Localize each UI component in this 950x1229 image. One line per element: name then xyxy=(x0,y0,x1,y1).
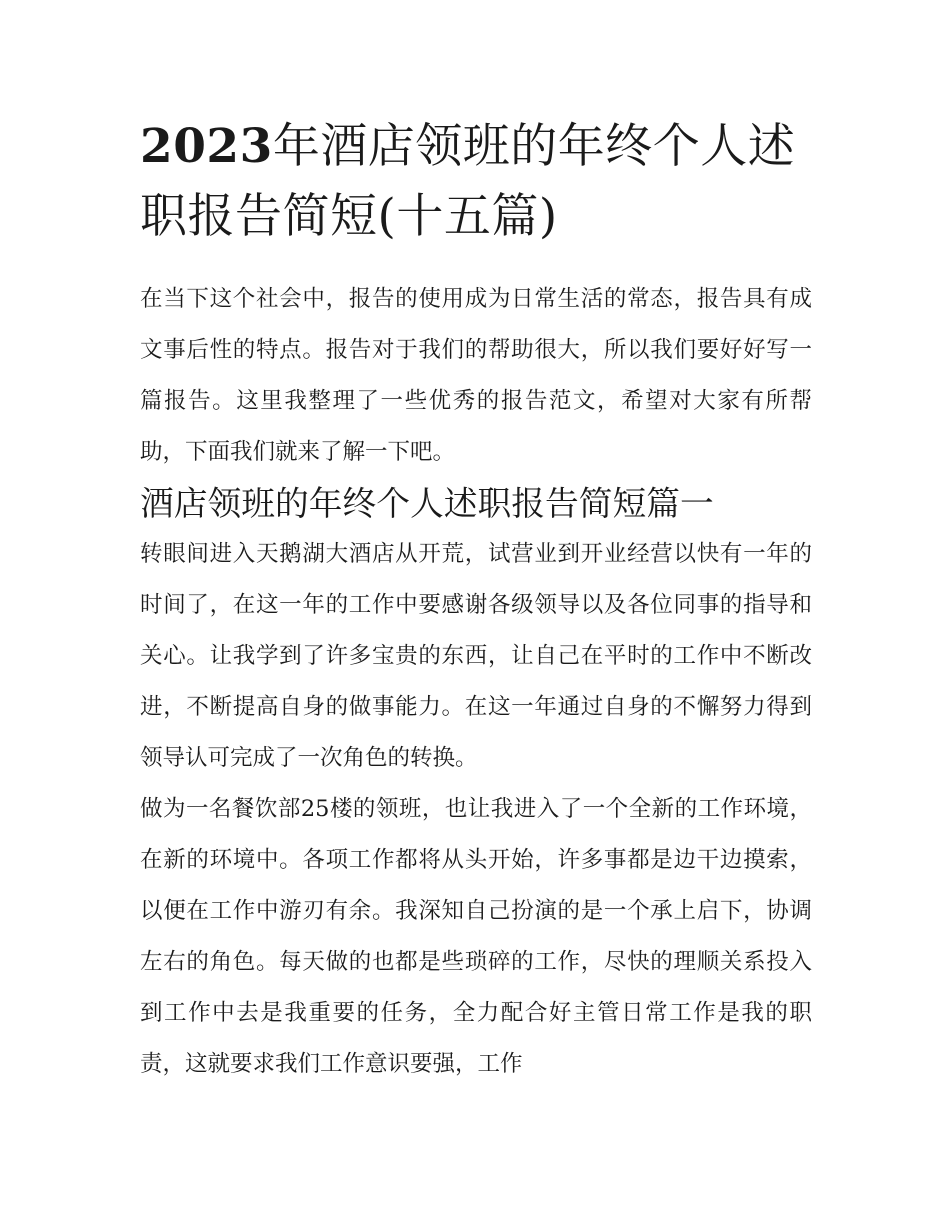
intro-paragraph: 在当下这个社会中，报告的使用成为日常生活的常态，报告具有成文事后性的特点。报告对于我们的帮助很大，所以我们要好好写一篇报告。这里我整理了一些优秀的报告范文，希望对大家有所帮助，下面我们就来了解一下吧。 xyxy=(140,286,812,465)
section-heading: 酒店领班的年终个人述职报告简短篇一 xyxy=(140,484,714,523)
body-paragraph-1: 转眼间进入天鹅湖大酒店从开荒，试营业到开业经营以快有一年的时间了，在这一年的工作中要感谢各级领导以及各位同事的指导和关心。让我学到了许多宝贵的东西，让自己在平时的工作中不断改进，不断提高自身的做事能力。在这一年通过自身的不懈努力得到领导认可完成了一次角色的转换。 xyxy=(140,541,812,771)
title-text: 年酒店领班的年终个人述职报告简短(十五篇) xyxy=(140,119,796,244)
title-year: 2023 xyxy=(140,119,273,174)
document-body xyxy=(140,274,812,1090)
body-paragraph-2: 做为一名餐饮部25楼的领班，也让我进入了一个全新的工作环境，在新的环境中。各项工作都将从头开始，许多事都是边干边摸索，以便在工作中游刃有余。我深知自己扮演的是一个承上启下，协调左右的角色。每天做的也都是些琐碎的工作，尽快的理顺关系投入到工作中去是我重要的任务，全力配合好主管日常工作是我的职责，这就要求我们工作意识要强，工作 xyxy=(140,796,812,1077)
document-page xyxy=(140,112,812,1090)
document-title xyxy=(140,112,812,252)
